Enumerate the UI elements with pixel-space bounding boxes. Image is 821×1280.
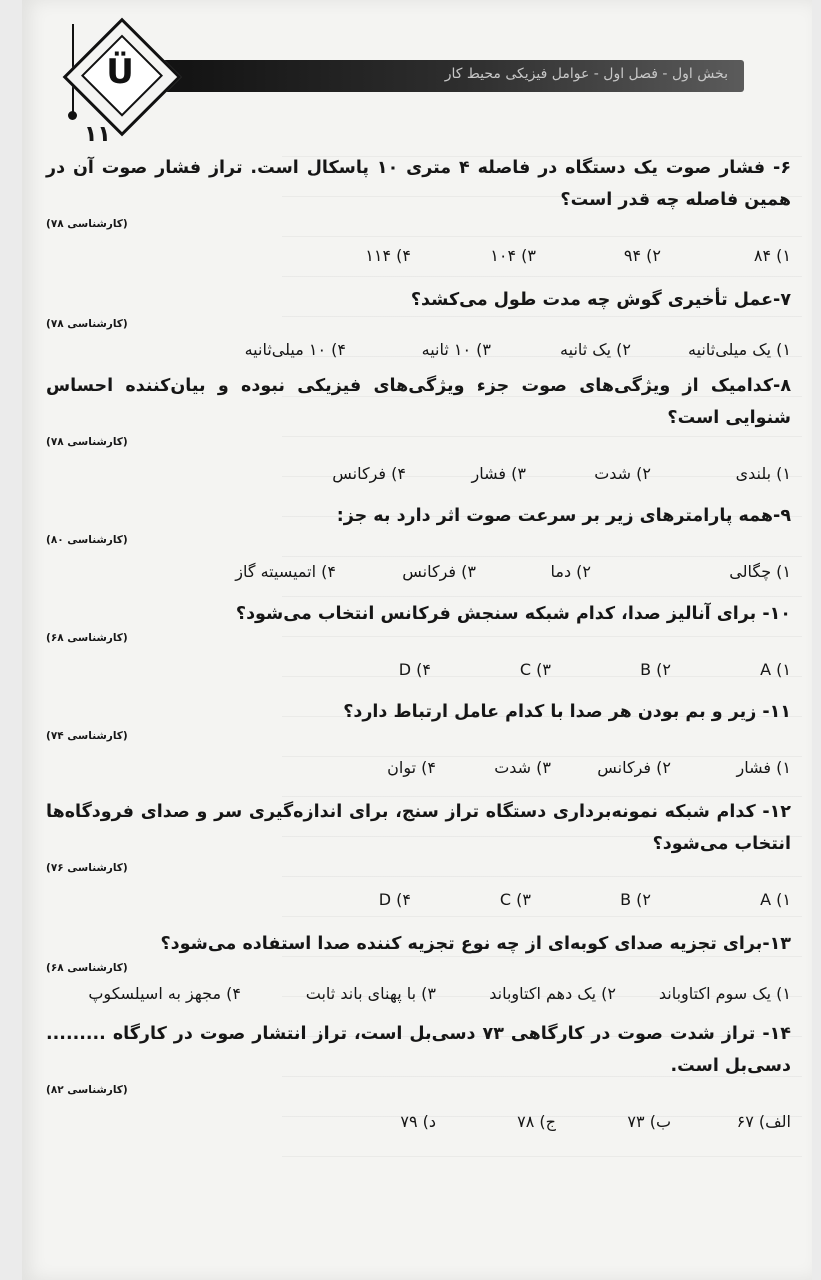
options-row xyxy=(46,984,791,1014)
option-2: ۲) B xyxy=(620,890,651,909)
option-4: ۴) توان xyxy=(387,758,436,777)
option-2: ۲) دما xyxy=(550,562,591,581)
options-row xyxy=(46,246,791,276)
option-2: ۲) B xyxy=(640,660,671,679)
question-9 xyxy=(46,500,791,592)
header-rule-dot xyxy=(68,111,77,120)
option-4: ۴) مجهز به اسیلسکوپ xyxy=(88,984,241,1003)
question-text: ۷-عمل تأخیری گوش چه مدت طول می‌کشد؟ xyxy=(410,290,791,310)
chapter-title: بخش اول - فصل اول - عوامل فیزیکی محیط کار xyxy=(444,66,728,82)
page-number: ۱۱ xyxy=(84,122,111,147)
option-1: ۱) یک میلی‌ثانیه xyxy=(688,340,791,359)
option-2: ۲) یک ثانیه xyxy=(560,340,631,359)
question-text: ۱۴- تراز شدت صوت در کارگاهی ۷۳ دسی‌بل است، تراز انتشار صوت در کارگاه ......... دسی‌بل است. xyxy=(46,1024,791,1076)
option-1: ۱) ۸۴ xyxy=(753,246,791,265)
option-3: ۳) شدت xyxy=(494,758,551,777)
question-text: ۹-همه پارامترهای زیر بر سرعت صوت اثر دارد به جز: xyxy=(336,506,791,526)
option-2: ۲) فرکانس xyxy=(597,758,671,777)
option-1: ۱) بلندی xyxy=(735,464,791,483)
option-1: ۱) A xyxy=(760,890,791,909)
question-7 xyxy=(46,284,791,370)
question-13 xyxy=(46,928,791,1014)
option-2: ۲) یک دهم اکتاوباند xyxy=(489,984,616,1003)
question-6 xyxy=(46,152,791,276)
question-text: ۱۱- زیر و بم بودن هر صدا با کدام عامل ارتباط دارد؟ xyxy=(343,702,791,722)
option-3: ۳) ۱۰۴ xyxy=(490,246,536,265)
option-3: ۳) فشار xyxy=(471,464,526,483)
question-text: ۱۲- کدام شبکه نمونه‌برداری دستگاه تراز سنج، برای اندازه‌گیری سر و صدای فرودگاه‌ها انتخاب می‌شود؟ xyxy=(46,802,791,854)
question-text: ۸-کدامیک از ویژگی‌های صوت جزء ویژگی‌های فیزیکی نبوده و بیان‌کننده احساس شنوایی است؟ xyxy=(46,376,791,428)
option-2: ۲) ۹۴ xyxy=(623,246,661,265)
question-14 xyxy=(46,1018,791,1142)
question-source: (کارشناسی ۷۴) xyxy=(46,730,128,742)
options-row xyxy=(46,758,791,788)
option-4: ۴) اتمیسیته گاز xyxy=(235,562,336,581)
question-source: (کارشناسی ۷۸) xyxy=(46,436,128,448)
question-11 xyxy=(46,696,791,788)
option-1: ۱) یک سوم اکتاوباند xyxy=(658,984,791,1003)
question-source: (کارشناسی ۶۸) xyxy=(46,632,128,644)
option-4: د) ۷۹ xyxy=(400,1112,436,1131)
question-12 xyxy=(46,796,791,920)
options-row xyxy=(46,340,791,370)
option-3: ج) ۷۸ xyxy=(517,1112,556,1131)
options-row xyxy=(46,464,791,494)
question-source: (کارشناسی ۷۸) xyxy=(46,218,128,230)
option-3: ۳) ۱۰ ثانیه xyxy=(421,340,491,359)
option-3: ۳) فرکانس xyxy=(402,562,476,581)
option-4: ۴) D xyxy=(398,660,431,679)
question-source: (کارشناسی ۸۰) xyxy=(46,534,128,546)
options-row xyxy=(46,660,791,690)
option-1: الف) ۶۷ xyxy=(736,1112,791,1131)
option-3: ۳) C xyxy=(519,660,551,679)
logo-glyph: Ü xyxy=(106,52,134,92)
option-2: ۲) شدت xyxy=(594,464,651,483)
option-3: ۳) C xyxy=(499,890,531,909)
question-source: (کارشناسی ۷۸) xyxy=(46,318,128,330)
options-row xyxy=(46,562,791,592)
questions-list xyxy=(46,152,791,1142)
question-text: ۶- فشار صوت یک دستگاه در فاصله ۴ متری ۱۰ پاسکال است. تراز فشار صوت آن در همین فاصله چه قدر است؟ xyxy=(46,158,791,210)
option-1: ۱) فشار xyxy=(736,758,791,777)
question-source: (کارشناسی ۷۶) xyxy=(46,862,128,874)
option-1: ۱) چگالی xyxy=(729,562,791,581)
option-3: ۳) با پهنای باند ثابت xyxy=(305,984,436,1003)
options-row xyxy=(46,1112,791,1142)
option-2: ب) ۷۳ xyxy=(627,1112,671,1131)
question-10 xyxy=(46,598,791,690)
option-4: ۴) ۱۱۴ xyxy=(365,246,411,265)
option-4: ۴) ۱۰ میلی‌ثانیه xyxy=(244,340,346,359)
question-text: ۱۳-برای تجزیه صدای کوبه‌ای از چه نوع تجزیه کننده صدا استفاده می‌شود؟ xyxy=(160,934,791,954)
option-4: ۴) فرکانس xyxy=(332,464,406,483)
question-source: (کارشناسی ۸۲) xyxy=(46,1084,128,1096)
option-4: ۴) D xyxy=(378,890,411,909)
option-1: ۱) A xyxy=(760,660,791,679)
question-8 xyxy=(46,370,791,494)
options-row xyxy=(46,890,791,920)
question-text: ۱۰- برای آنالیز صدا، کدام شبکه سنجش فرکانس انتخاب می‌شود؟ xyxy=(235,604,791,624)
chapter-header-bar xyxy=(122,60,744,92)
question-source: (کارشناسی ۶۸) xyxy=(46,962,128,974)
